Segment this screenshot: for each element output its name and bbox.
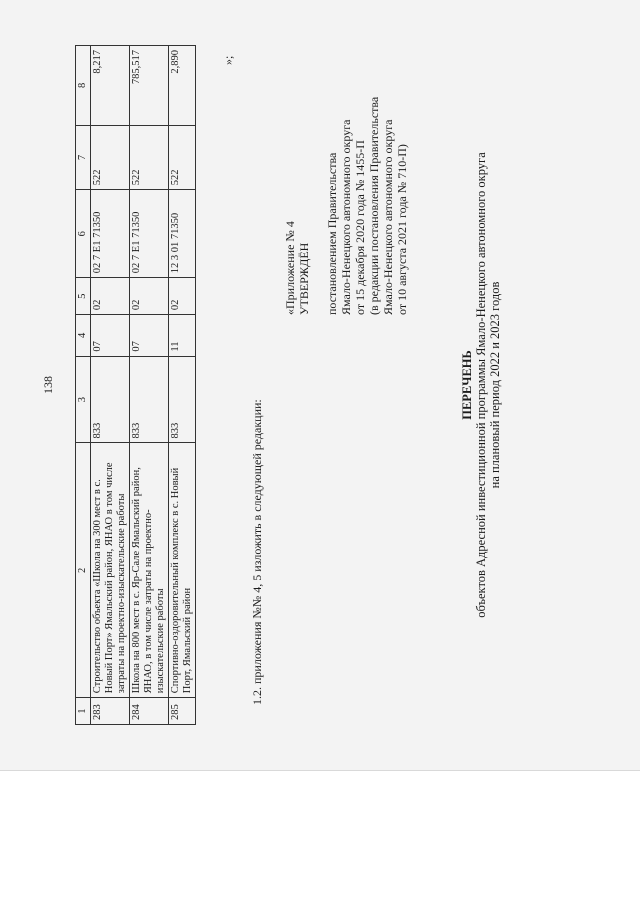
column-header: 7 bbox=[76, 125, 91, 189]
cell: 11 bbox=[169, 315, 196, 356]
cell: 522 bbox=[169, 125, 196, 189]
row-number: 283 bbox=[91, 698, 130, 725]
title-line: на плановый период 2022 и 2023 годов bbox=[488, 281, 502, 489]
appendix-label: «Приложение № 4 bbox=[283, 221, 297, 315]
title-line: объектов Адресной инвестиционной программы Ямало-Ненецкого автономного округа bbox=[474, 152, 488, 618]
column-header: 8 bbox=[76, 46, 91, 126]
page-number: 138 bbox=[41, 376, 55, 394]
title-block bbox=[460, 35, 502, 735]
column-header: 1 bbox=[76, 698, 91, 725]
row-number: 285 bbox=[169, 698, 196, 725]
cell: 02 7 E1 71350 bbox=[91, 190, 130, 278]
amount-cell: 2,890 bbox=[169, 46, 196, 126]
spacer bbox=[311, 97, 325, 315]
cell: 02 bbox=[91, 278, 130, 315]
approval-line: постановлением Правительства bbox=[325, 152, 339, 315]
object-name: Спортивно-оздоровительный комплекс в с. Новый Порт, Ямальский район bbox=[169, 443, 196, 698]
approved-label: УТВЕРЖДЁН bbox=[297, 242, 311, 315]
closing-quote: »; bbox=[221, 55, 235, 65]
cell: 12 3 01 71350 bbox=[169, 190, 196, 278]
table-row bbox=[91, 46, 130, 725]
approval-line: от 10 августа 2021 года № 710-П) bbox=[395, 144, 409, 315]
cell: 02 7 E1 71350 bbox=[130, 190, 169, 278]
cell: 02 bbox=[169, 278, 196, 315]
cell: 833 bbox=[91, 356, 130, 443]
column-header: 2 bbox=[76, 443, 91, 698]
amendment-text: 1.2. приложения №№ 4, 5 изложить в следующей редакции: bbox=[250, 399, 264, 705]
cell: 02 bbox=[130, 278, 169, 315]
approval-line: (в редакции постановления Правительства bbox=[367, 96, 381, 315]
row-number: 284 bbox=[130, 698, 169, 725]
cell: 522 bbox=[91, 125, 130, 189]
table-row bbox=[130, 46, 169, 725]
approval-line: Ямало-Ненецкого автономного округа bbox=[339, 119, 353, 315]
cell: 07 bbox=[130, 315, 169, 356]
column-header: 6 bbox=[76, 190, 91, 278]
approval-line: Ямало-Ненецкого автономного округа bbox=[381, 119, 395, 315]
column-header: 4 bbox=[76, 315, 91, 356]
column-header: 5 bbox=[76, 278, 91, 315]
object-name: Строительство объекта «Школа на 300 мест в с. Новый Порт» Ямальский район, ЯНАО в том числе затраты на проектно-изыскательские работы bbox=[91, 443, 130, 698]
cell: 833 bbox=[169, 356, 196, 443]
table-header-row bbox=[76, 46, 91, 725]
approval-line: от 15 декабря 2020 года № 1455-П bbox=[353, 140, 367, 315]
column-header: 3 bbox=[76, 356, 91, 443]
table-row bbox=[169, 46, 196, 725]
document-title: ПЕРЕЧЕНЬ bbox=[460, 350, 474, 420]
cell: 833 bbox=[130, 356, 169, 443]
object-name: Школа на 800 мест в с. Яр-Сале Ямальский район, ЯНАО, в том числе затраты на проектно-изыскательские работы bbox=[130, 443, 169, 698]
cell: 07 bbox=[91, 315, 130, 356]
amount-cell: 785,517 bbox=[130, 46, 169, 126]
amount-cell: 8,217 bbox=[91, 46, 130, 126]
investment-table bbox=[75, 45, 196, 725]
rotated-content bbox=[35, 35, 635, 735]
approval-block bbox=[283, 97, 409, 315]
cell: 522 bbox=[130, 125, 169, 189]
